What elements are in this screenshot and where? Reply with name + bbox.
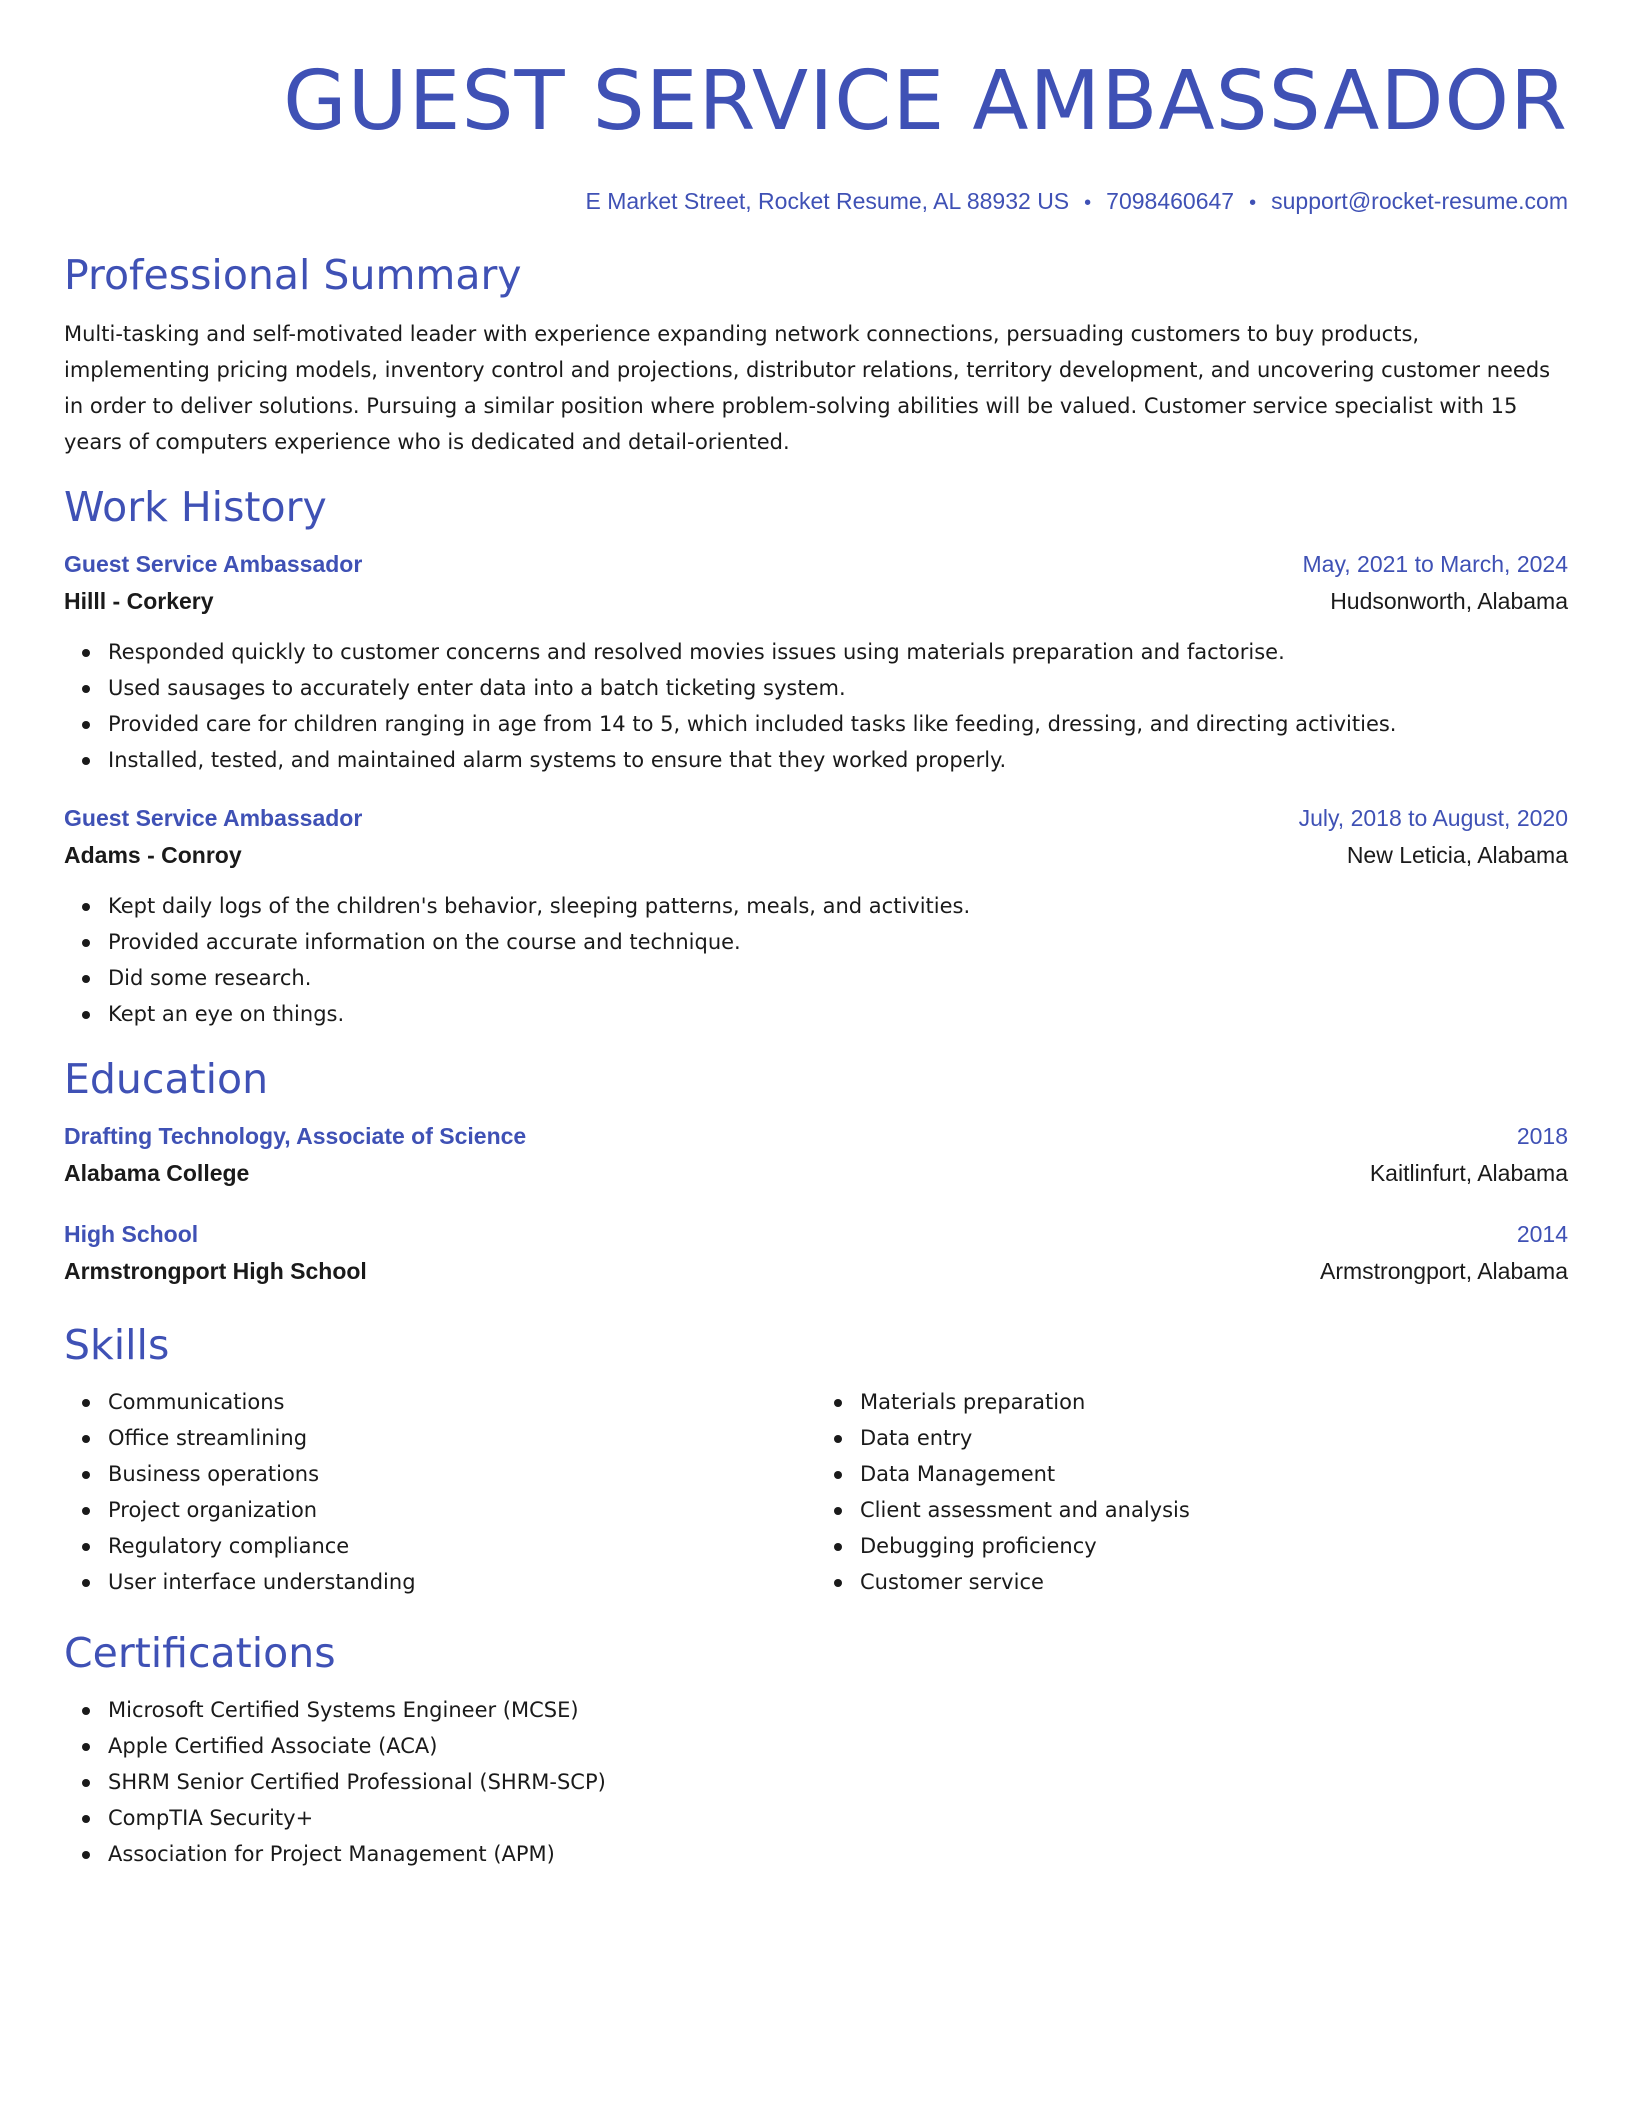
job-company: Hilll - Corkery — [64, 588, 214, 614]
list-item: Data Management — [860, 1456, 1568, 1492]
skills-section — [64, 1320, 1568, 1600]
degree: High School — [64, 1221, 199, 1247]
list-item: Apple Certified Associate (ACA) — [108, 1728, 1568, 1764]
school-name: Armstrongport High School — [64, 1258, 367, 1284]
list-item: Regulatory compliance — [108, 1528, 816, 1564]
education-entry — [64, 1216, 1568, 1290]
list-item: Provided care for children ranging in age from 14 to 5, which included tasks like feeding, dressing, and directing activities. — [108, 706, 1568, 742]
resume-header — [64, 0, 1568, 218]
school-location: Armstrongport, Alabama — [1319, 1258, 1568, 1284]
list-item: Responded quickly to customer concerns and resolved movies issues using materials preparation and factorise. — [108, 634, 1568, 670]
job-dates: July, 2018 to August, 2020 — [1298, 805, 1568, 831]
job-dates: May, 2021 to March, 2024 — [1302, 551, 1568, 577]
section-title: Education — [64, 1055, 269, 1103]
separator-dot: • — [1249, 192, 1257, 214]
job-entry — [64, 546, 1568, 778]
section-title: Work History — [64, 483, 327, 531]
list-item: Association for Project Management (APM) — [108, 1836, 1568, 1872]
graduation-year: 2014 — [1516, 1221, 1568, 1247]
list-item: SHRM Senior Certified Professional (SHRM-SCP) — [108, 1764, 1568, 1800]
address: E Market Street, Rocket Resume, AL 88932 US — [585, 188, 1070, 214]
candidate-title: GUEST SERVICE AMBASSADOR — [283, 54, 1568, 149]
list-item: Materials preparation — [860, 1384, 1568, 1420]
list-item: Kept daily logs of the children's behavior, sleeping patterns, meals, and activities. — [108, 888, 1568, 924]
school-name: Alabama College — [64, 1160, 250, 1186]
skills-list-right — [816, 1384, 1568, 1600]
section-title: Skills — [64, 1321, 170, 1369]
summary-text: Multi-tasking and self-motivated leader with experience expanding network connections, persuading customers to buy products, implementing pricing models, inventory control and projections, distributor relations, territory development, and uncovering customer needs in order to deliver solutions. Pursuing a similar position where problem-solving abilities will be valued. Customer service specialist with 15 years of computers experience who is dedicated and detail-oriented. — [64, 322, 1551, 454]
list-item: Project organization — [108, 1492, 816, 1528]
skills-columns — [64, 1384, 1568, 1600]
skills-list-left — [64, 1384, 816, 1600]
list-item: Communications — [108, 1384, 816, 1420]
list-item: User interface understanding — [108, 1564, 816, 1600]
contact-line — [64, 186, 1568, 218]
list-item: Debugging proficiency — [860, 1528, 1568, 1564]
list-item: Kept an eye on things. — [108, 996, 1568, 1032]
email-link[interactable]: support@rocket-resume.com — [1271, 188, 1568, 214]
job-duties — [64, 634, 1568, 778]
job-entry — [64, 800, 1568, 1032]
education-entry — [64, 1118, 1568, 1192]
list-item: CompTIA Security+ — [108, 1800, 1568, 1836]
degree: Drafting Technology, Associate of Science — [64, 1123, 527, 1149]
section-title: Professional Summary — [64, 251, 522, 299]
list-item: Microsoft Certified Systems Engineer (MCSE) — [108, 1692, 1568, 1728]
job-role: Guest Service Ambassador — [64, 805, 363, 831]
job-location: Hudsonworth, Alabama — [1330, 588, 1568, 614]
graduation-year: 2018 — [1516, 1123, 1568, 1149]
list-item: Installed, tested, and maintained alarm systems to ensure that they worked properly. — [108, 742, 1568, 778]
section-title: Certifications — [64, 1629, 336, 1677]
job-company: Adams - Conroy — [64, 842, 242, 868]
list-item: Customer service — [860, 1564, 1568, 1600]
school-location: Kaitlinfurt, Alabama — [1369, 1160, 1568, 1186]
list-item: Data entry — [860, 1420, 1568, 1456]
professional-summary-section — [64, 250, 1568, 460]
list-item: Used sausages to accurately enter data into a batch ticketing system. — [108, 670, 1568, 706]
job-role: Guest Service Ambassador — [64, 551, 363, 577]
phone: 7098460647 — [1106, 188, 1235, 214]
job-location: New Leticia, Alabama — [1346, 842, 1568, 868]
job-duties — [64, 888, 1568, 1032]
separator-dot: • — [1084, 192, 1092, 214]
list-item: Office streamlining — [108, 1420, 816, 1456]
work-history-section — [64, 482, 1568, 1032]
list-item: Provided accurate information on the course and technique. — [108, 924, 1568, 960]
list-item: Business operations — [108, 1456, 816, 1492]
list-item: Did some research. — [108, 960, 1568, 996]
certifications-list — [64, 1692, 1568, 1872]
certifications-section — [64, 1628, 1568, 1872]
education-section — [64, 1054, 1568, 1290]
list-item: Client assessment and analysis — [860, 1492, 1568, 1528]
